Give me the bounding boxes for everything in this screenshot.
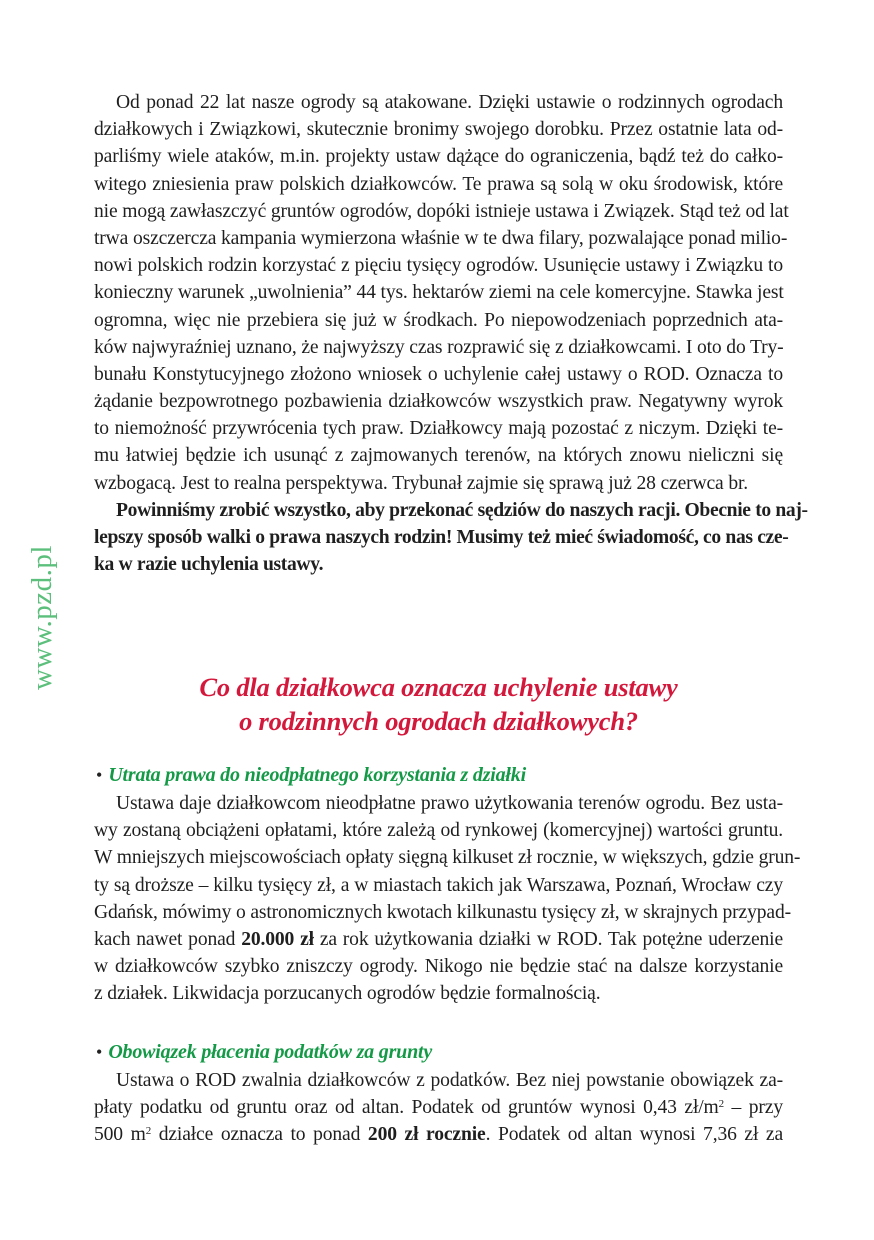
text-line: ka w razie uchylenia ustawy. — [94, 554, 324, 576]
text-line: konieczny warunek „uwolnienia” 44 tys. hektarów ziemi na cele komercyjne. Stawka jest — [94, 282, 784, 304]
text-line: parliśmy wiele ataków, m.in. projekty ustaw dążące do ograniczenia, bądź też do całko- — [94, 146, 783, 168]
text-line: ogromna, więc nie przebiera się już w środkach. Po niepowodzeniach poprzednich ata- — [94, 309, 783, 331]
section-free-use — [94, 760, 801, 1008]
bullet-icon: • — [96, 1042, 103, 1062]
text-line: ków najwyraźniej uznano, że najwyższy czas rozprawić się z działkowcami. I oto do Try- — [94, 336, 784, 358]
text-line: Powinniśmy zrobić wszystko, aby przekonać sędziów do naszych racji. Obecnie to naj- — [116, 500, 808, 521]
text-line: nowi polskich rodzin korzystać z pięciu tysięcy ogrodów. Usunięcie ustawy i Związku to — [94, 255, 783, 277]
emphasis-paragraph — [94, 497, 808, 579]
subheading — [94, 760, 783, 790]
text-line: ty są droższe – kilku tysięcy zł, a w miastach takich jak Warszawa, Poznań, Wrocław czy — [94, 874, 783, 896]
text-line: Ustawa o ROD zwalnia działkowców z podatków. Bez niej powstanie obowiązek za- — [116, 1070, 783, 1091]
text-line: działkowych i Związkowi, skutecznie bronimy swojego dorobku. Przez ostatnie lata od- — [94, 119, 783, 141]
text-line: 500 $m^2$ działce oznacza to ponad 200 zł rocznie. Podatek od altan wynosi 7,36 zł za — [94, 1124, 783, 1146]
text-line: mu łatwiej będzie ich usunąć z zajmowanych terenów, na których znowu nieliczni się — [94, 445, 783, 467]
intro-paragraph — [94, 89, 789, 497]
text-line: bunału Konstytucyjnego złożono wniosek o uchylenie całej ustawy o ROD. Oznacza to — [94, 363, 783, 385]
text-line: z działek. Likwidacja porzucanych ogrodów będzie formalnością. — [94, 983, 601, 1005]
text-line: to niemożność przywrócenia tych praw. Działkowcy mają pozostać z niczym. Dzięki te- — [94, 418, 783, 440]
text-line: Od ponad 22 lat nasze ogrody są atakowane. Dzięki ustawie o rodzinnych ogrodach — [116, 92, 783, 113]
heading-line-2: o rodzinnych ogrodach działkowych? — [239, 706, 638, 736]
text-line: w działkowców szybko zniszczy ogrody. Nikogo nie będzie stać na dalsze korzystanie — [94, 956, 783, 978]
text-line: Ustawa daje działkowcom nieodpłatne prawo użytkowania terenów ogrodu. Bez usta- — [116, 793, 783, 814]
section-taxes — [94, 1037, 783, 1149]
text-line: wy zostaną obciążeni opłatami, które zależą od rynkowej (komercyjnej) wartości gruntu. — [94, 820, 783, 842]
heading-line-1: Co dla działkowca oznacza uchylenie ustawy — [199, 672, 678, 702]
text-line: witego zniesienia praw polskich działkowców. Te prawa są solą w oku środowisk, które — [94, 173, 783, 195]
amount-highlight: 20.000 zł — [241, 928, 314, 950]
subheading — [94, 1037, 783, 1067]
subheading-text: Utrata prawa do nieodpłatnego korzystania z działki — [108, 764, 526, 786]
text-line: wzbogacą. Jest to realna perspektywa. Trybunał zajmie się sprawą już 28 czerwca br. — [94, 472, 749, 494]
subheading-text: Obowiązek płacenia podatków za grunty — [108, 1041, 433, 1063]
text-line: trwa oszczercza kampania wymierzona właśnie w te dwa filary, pozwalające ponad milio- — [94, 227, 788, 249]
text-line: żądanie bezpowrotnego pozbawienia działkowców wszystkich praw. Negatywny wyrok — [94, 391, 783, 413]
text-line: płaty podatku od gruntu oraz od altan. Podatek od gruntów wynosi 0,43 $zł/m^2$ – przy — [94, 1097, 783, 1119]
text-line: nie mogą zawłaszczyć gruntów ogrodów, dopóki istnieje ustawa i Związek. Stąd też od lat — [94, 200, 789, 222]
text-line: W mniejszych miejscowościach opłaty sięgną kilkuset zł rocznie, w większych, gdzie grun- — [94, 847, 801, 869]
section-heading — [94, 670, 783, 738]
text-line: kach nawet ponad 20.000 zł za rok użytkowania działki w ROD. Tak potężne uderzenie — [94, 928, 784, 950]
text-line: Gdańsk, mówimy o astronomicznych kwotach kilkunastu tysięcy zł, w skrajnych przypad- — [94, 901, 791, 923]
text-line: lepszy sposób walki o prawa naszych rodzin! Musimy też mieć świadomość, co nas cze- — [94, 527, 789, 549]
bullet-icon: • — [96, 765, 103, 785]
side-url-watermark: www.pzd.pl — [26, 545, 58, 690]
amount-highlight: 200 zł rocznie — [367, 1124, 486, 1146]
